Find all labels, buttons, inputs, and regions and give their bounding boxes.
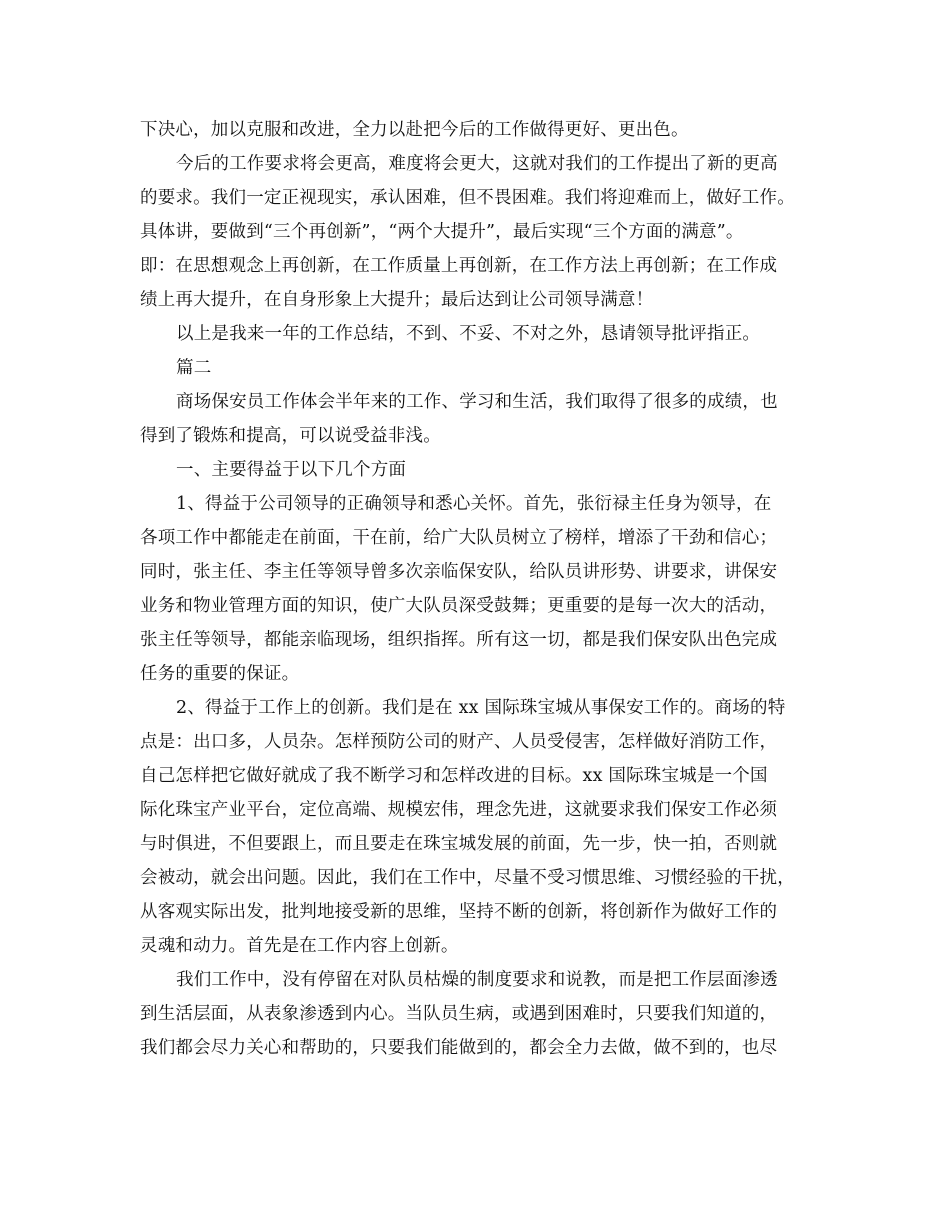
text-line: 会被动，就会出问题。因此，我们在工作中，尽量不受习惯思维、习惯经验的干扰， <box>140 868 795 888</box>
text-line: 以上是我来一年的工作总结，不到、不妥、不对之外，恳请领导批评指正。 <box>176 324 761 344</box>
text-line: 张主任等领导，都能亲临现场，组织指挥。所有这一切，都是我们保安队出色完成 <box>140 630 778 650</box>
text-line: 具体讲，要做到“三个再创新”，“两个大提升”，最后实现“三个方面的满意”。 <box>140 222 744 242</box>
text-line: 与时俱进，不但要跟上，而且要走在珠宝城发展的前面，先一步，快一拍，否则就 <box>140 834 778 854</box>
text-line: 任务的重要的保证。 <box>140 664 300 684</box>
text-line: 的要求。我们一定正视现实，承认困难，但不畏困难。我们将迎难而上，做好工作。 <box>140 188 795 208</box>
text-line: 点是：出口多，人员杂。怎样预防公司的财产、人员受侵害，怎样做好消防工作， <box>140 732 778 752</box>
text-line: 各项工作中都能走在前面，干在前，给广大队员树立了榜样，增添了干劲和信心； <box>140 528 778 548</box>
text-line: 下决心，加以克服和改进，全力以赴把今后的工作做得更好、更出色。 <box>140 120 689 140</box>
text-line: 自己怎样把它做好就成了我不断学习和怎样改进的目标。xx 国际珠宝城是一个国 <box>140 766 768 786</box>
subheading: 一、主要得益于以下几个方面 <box>176 460 407 480</box>
text-line: 得到了锻炼和提高，可以说受益非浅。 <box>140 426 441 446</box>
text-line: 业务和物业管理方面的知识，使广大队员深受鼓舞；更重要的是每一次大的活动， <box>140 596 778 616</box>
text-line: 灵魂和动力。首先是在工作内容上创新。 <box>140 936 459 956</box>
text-line: 2、得益于工作上的创新。我们是在 xx 国际珠宝城从事保安工作的。商场的特 <box>176 698 786 718</box>
text-line: 到生活层面，从表象渗透到内心。当队员生病，或遇到困难时，只要我们知道的， <box>140 1004 778 1024</box>
text-line: 1、得益于公司领导的正确领导和悉心关怀。首先，张衍禄主任身为领导，在 <box>176 494 772 514</box>
text-line: 商场保安员工作体会半年来的工作、学习和生活，我们取得了很多的成绩，也 <box>176 392 778 412</box>
text-line: 绩上再大提升，在自身形象上大提升；最后达到让公司领导满意！ <box>140 290 654 310</box>
text-line: 即：在思想观念上再创新，在工作质量上再创新，在工作方法上再创新；在工作成 <box>140 256 778 276</box>
section-heading: 篇二 <box>176 358 212 378</box>
text-line: 今后的工作要求将会更高，难度将会更大，这就对我们的工作提出了新的更高 <box>176 154 778 174</box>
text-line: 同时，张主任、李主任等领导曾多次亲临保安队，给队员讲形势、讲要求，讲保安 <box>140 562 778 582</box>
text-line: 从客观实际出发，批判地接受新的思维，坚持不断的创新，将创新作为做好工作的 <box>140 902 778 922</box>
text-line: 我们都会尽力关心和帮助的，只要我们能做到的，都会全力去做，做不到的，也尽 <box>140 1038 778 1058</box>
text-line: 我们工作中，没有停留在对队员枯燥的制度要求和说教，而是把工作层面渗透 <box>176 970 778 990</box>
text-line: 际化珠宝产业平台，定位高端、规模宏伟，理念先进，这就要求我们保安工作必须 <box>140 800 778 820</box>
